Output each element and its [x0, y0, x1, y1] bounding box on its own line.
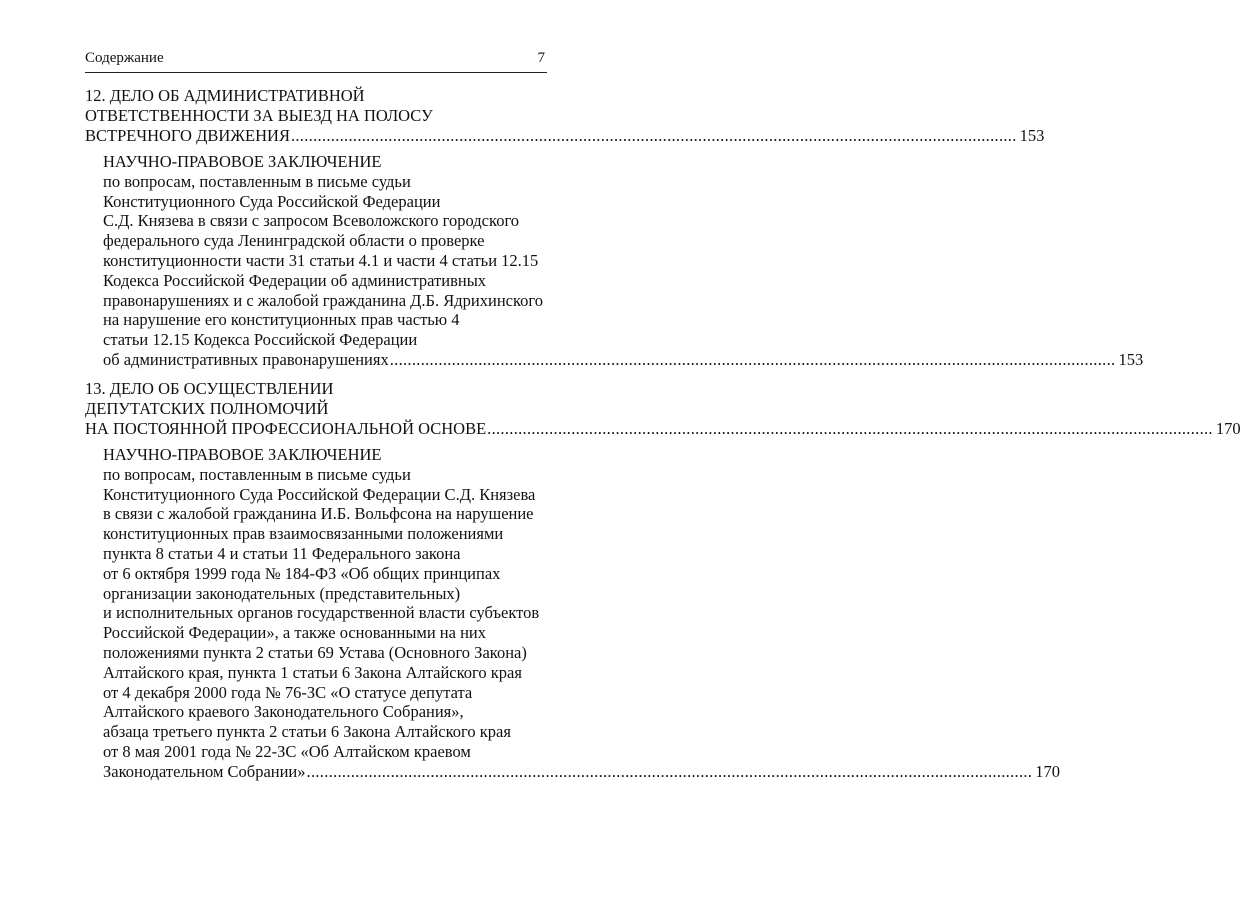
toc-line — [103, 349, 1144, 370]
dot-leader: .................................................................................................................................................................... — [290, 125, 1017, 145]
toc-line: правонарушениях и с жалобой гражданина Д.Б. Ядрихинского — [103, 290, 544, 310]
toc-page-number: 153 — [1118, 349, 1144, 369]
toc-line: Российской Федерации», а также основанными на них — [103, 623, 486, 643]
toc-entry-13-conclusion[interactable] — [103, 445, 1060, 782]
dot-leader: .................................................................................................................................................................... — [306, 761, 1033, 781]
toc-line: 12. ДЕЛО ОБ АДМИНИСТРАТИВНОЙ — [85, 86, 365, 105]
dot-leader: .................................................................................................................................................................... — [487, 418, 1213, 438]
toc-line: от 6 октября 1999 года № 184-ФЗ «Об общих принципах — [103, 563, 501, 583]
toc-line: Кодекса Российской Федерации об административных — [103, 270, 487, 290]
toc-entry-12-conclusion[interactable] — [103, 152, 1144, 370]
toc-line: федерального суда Ленинградской области о проверке — [103, 231, 485, 251]
toc-line: НАУЧНО-ПРАВОВОЕ ЗАКЛЮЧЕНИЕ — [103, 445, 382, 464]
toc-line: пункта 8 статьи 4 и статьи 11 Федерального закона — [103, 543, 461, 563]
toc-entry-12[interactable] — [85, 86, 1045, 145]
running-header-title: Содержание — [85, 50, 164, 66]
toc-line: конституционности части 31 статьи 4.1 и части 4 статьи 12.15 — [103, 250, 539, 270]
running-header — [85, 44, 547, 73]
toc-line: на нарушение его конституционных прав частью 4 — [103, 310, 460, 330]
toc-line: Алтайского края, пункта 1 статьи 6 Закона Алтайского края — [103, 662, 522, 682]
toc-line — [85, 125, 1045, 146]
toc-line: по вопросам, поставленным в письме судьи — [103, 171, 411, 191]
toc-line — [103, 761, 1060, 782]
toc-line: Конституционного Суда Российской Федерации С.Д. Князева — [103, 484, 536, 504]
toc-line: статьи 12.15 Кодекса Российской Федерации — [103, 330, 418, 350]
toc-line: конституционных прав взаимосвязанными положениями — [103, 524, 504, 544]
toc-line: и исполнительных органов государственной власти субъектов — [103, 603, 540, 623]
toc-page-number: 170 — [1035, 761, 1060, 781]
toc-line: положениями пункта 2 статьи 69 Устава (Основного Закона) — [103, 642, 527, 662]
toc-line: ДЕПУТАТСКИХ ПОЛНОМОЧИЙ — [85, 398, 329, 418]
toc-page-number: 170 — [1215, 418, 1241, 438]
toc-line: организации законодательных (представительных) — [103, 583, 461, 603]
toc-line-text: ВСТРЕЧНОГО ДВИЖЕНИЯ — [85, 125, 290, 145]
toc-line-text: об административных правонарушениях — [103, 349, 389, 369]
toc-line: по вопросам, поставленным в письме судьи — [103, 464, 411, 484]
toc-line: от 4 декабря 2000 года № 76-ЗС «О статусе депутата — [103, 682, 473, 702]
dot-leader: .................................................................................................................................................................... — [389, 349, 1116, 369]
toc-line: абзаца третьего пункта 2 статьи 6 Закона Алтайского края — [103, 722, 511, 742]
toc-line: С.Д. Князева в связи с запросом Всеволожского городского — [103, 211, 520, 231]
toc-line: в связи с жалобой гражданина И.Б. Вольфсона на нарушение — [103, 504, 534, 524]
toc-line: Алтайского краевого Законодательного Собрания», — [103, 702, 464, 722]
toc-line: Конституционного Суда Российской Федерации — [103, 191, 441, 211]
toc-entry-13[interactable] — [85, 379, 1241, 438]
toc-line — [85, 418, 1241, 439]
toc-line: от 8 мая 2001 года № 22-ЗС «Об Алтайском краевом — [103, 741, 471, 761]
toc-line: НАУЧНО-ПРАВОВОЕ ЗАКЛЮЧЕНИЕ — [103, 152, 382, 171]
toc-page-number: 153 — [1019, 125, 1045, 145]
toc-line-text: Законодательном Собрании» — [103, 761, 306, 781]
toc-line-text: НА ПОСТОЯННОЙ ПРОФЕССИОНАЛЬНОЙ ОСНОВЕ — [85, 418, 487, 438]
page-number: 7 — [537, 50, 545, 66]
toc-line: ОТВЕТСТВЕННОСТИ ЗА ВЫЕЗД НА ПОЛОСУ — [85, 105, 433, 125]
toc-line: 13. ДЕЛО ОБ ОСУЩЕСТВЛЕНИИ — [85, 379, 334, 398]
